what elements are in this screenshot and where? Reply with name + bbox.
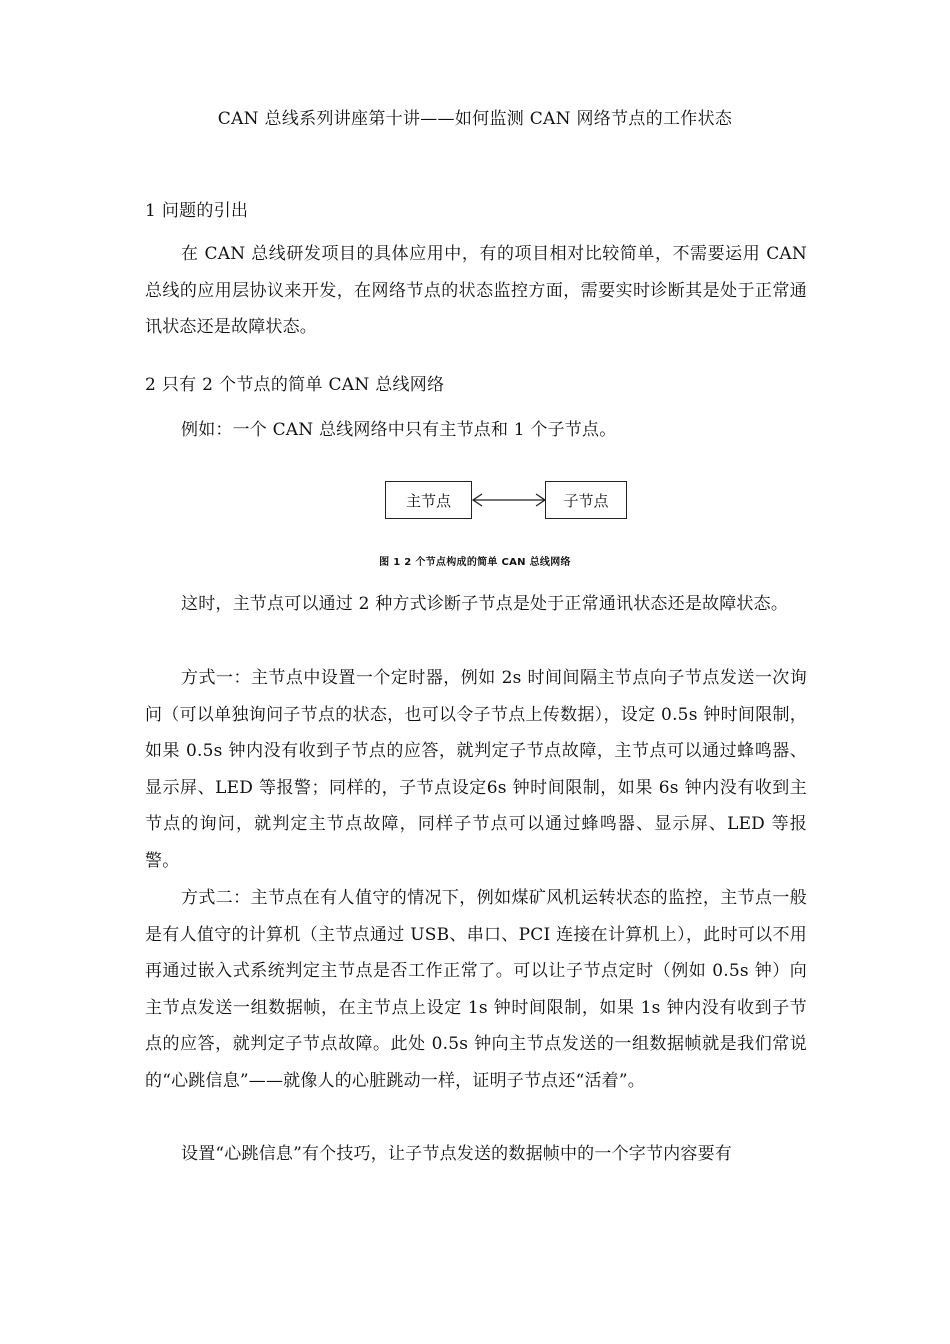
child-node-label: 子节点 [563,491,609,510]
document-title: CAN 总线系列讲座第十讲——如何监测 CAN 网络节点的工作状态 [217,109,733,129]
section-1-heading: 1 问题的引出 [145,201,249,221]
master-node-box [385,481,472,519]
heartbeat-paragraph: 设置“心跳信息”有个技巧，让子节点发送的数据帧中的一个字节内容要有 [181,1144,732,1164]
example-paragraph: 例如：一个 CAN 总线网络中只有主节点和 1 个子节点。 [181,420,617,440]
intro-paragraph: 这时，主节点可以通过 2 种方式诊断子节点是处于正常通讯状态还是故障状态。 [181,594,789,614]
section-1-paragraph: 在 CAN 总线研发项目的具体应用中，有的项目相对比较简单，不需要运用 CAN 总线的应用层协议来开发，在网络节点的状态监控方面，需要实时诊断其是处于正常通讯状态还是故障状态。 [145,244,807,337]
figure-caption: 图 1 2 个节点构成的简单 CAN 总线网络 [379,557,571,568]
method-one-paragraph: 方式一：主节点中设置一个定时器，例如 2s 时间间隔主节点向子节点发送一次询问（可以单独询问子节点的状态，也可以令子节点上传数据），设定 0.5s 钟时间限制，如果 0.5s 钟内没有收到子节点的应答，就判定子节点故障，主节点可以通过蜂鸣器、显示屏、LED 等报警；同样的，子节点设定6s 钟时间限制，如果 6s 钟内没有收到主节点的询问，就判定主节点故障，同样子节点可以通过蜂鸣器、显示屏、LED 等报警。 [145,668,807,871]
section-2-heading: 2 只有 2 个节点的简单 CAN 总线网络 [145,375,445,395]
child-node-box [545,481,627,519]
bidirectional-arrow-icon [471,481,547,519]
network-diagram [385,481,627,521]
master-node-label: 主节点 [405,491,451,510]
method-two-paragraph: 方式二：主节点在有人值守的情况下，例如煤矿风机运转状态的监控，主节点一般是有人值守的计算机（主节点通过 USB、串口、PCI 连接在计算机上），此时可以不用再通过嵌入式系统判定主节点是否工作正常了。可以让子节点定时（例如 0.5s 钟）向主节点发送一组数据帧，在主节点上设定 1s 钟时间限制，如果 1s 钟内没有收到子节点的应答，就判定子节点故障。此处 0.5s 钟向主节点发送的一组数据帧就是我们常说的“心跳信息”——就像人的心脏跳动一样，证明子节点还“活着”。 [145,888,807,1091]
